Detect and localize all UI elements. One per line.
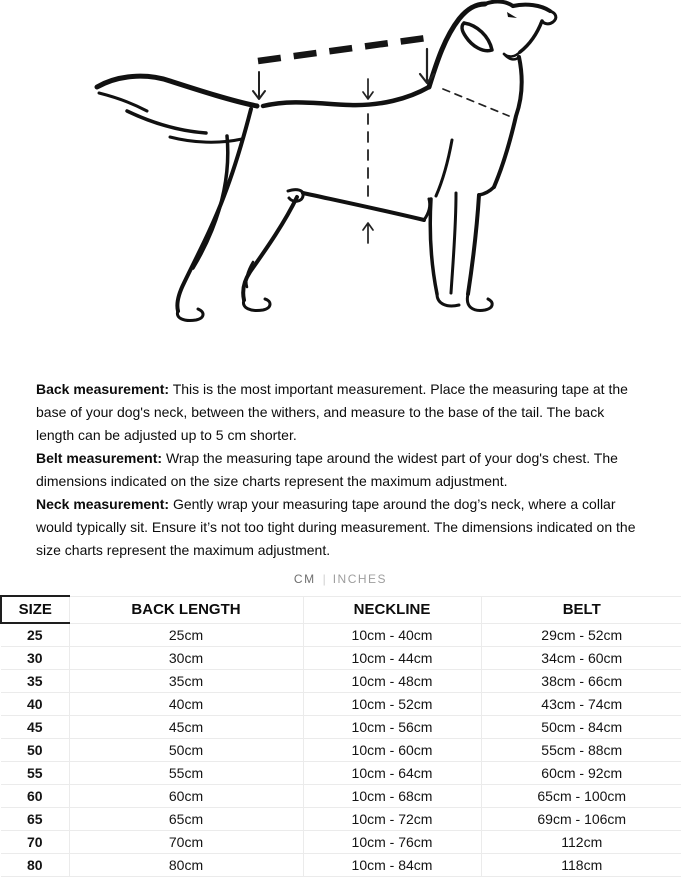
- table-row: [1, 831, 681, 854]
- table-row: [1, 854, 681, 877]
- size-cell: 50: [1, 739, 69, 762]
- belt-cell: 69cm - 106cm: [481, 808, 681, 831]
- back-length-cell: 80cm: [69, 854, 303, 877]
- back-length-cell: 25cm: [69, 623, 303, 647]
- back-length-cell: 30cm: [69, 647, 303, 670]
- neckline-cell: 10cm - 44cm: [303, 647, 481, 670]
- column-header-back-length: BACK LENGTH: [69, 596, 303, 623]
- size-cell: 65: [1, 808, 69, 831]
- neckline-cell: 10cm - 76cm: [303, 831, 481, 854]
- size-chart-table: [0, 595, 681, 877]
- size-cell: 30: [1, 647, 69, 670]
- size-cell: 35: [1, 670, 69, 693]
- size-cell: 25: [1, 623, 69, 647]
- neckline-cell: 10cm - 84cm: [303, 854, 481, 877]
- eye-mark: [507, 12, 517, 18]
- belt-cell: 34cm - 60cm: [481, 647, 681, 670]
- back-length-cell: 35cm: [69, 670, 303, 693]
- measurement-instructions: [0, 372, 681, 562]
- size-cell: 45: [1, 716, 69, 739]
- unit-toggle: [0, 572, 681, 586]
- belt-cell: 29cm - 52cm: [481, 623, 681, 647]
- belt-cell: 38cm - 66cm: [481, 670, 681, 693]
- unit-cm-button[interactable]: CM: [293, 572, 316, 586]
- neckline-cell: 10cm - 64cm: [303, 762, 481, 785]
- column-header-neckline: NECKLINE: [303, 596, 481, 623]
- neckline-cell: 10cm - 68cm: [303, 785, 481, 808]
- table-header-row: [1, 596, 681, 623]
- belt-cell: 55cm - 88cm: [481, 739, 681, 762]
- back-measurement-paragraph: [36, 378, 646, 447]
- table-row: [1, 647, 681, 670]
- table-row: [1, 739, 681, 762]
- neck-measurement-text: Gently wrap your measuring tape around the dog’s neck, where a collar would typically sit. Ensure it’s not too tight during measurement. The dimensions indicated on the size charts represent the maximum adjustment.: [36, 496, 636, 558]
- size-cell: 60: [1, 785, 69, 808]
- table-row: [1, 670, 681, 693]
- belt-cell: 118cm: [481, 854, 681, 877]
- neck-measurement-label: Neck measurement:: [36, 496, 170, 512]
- table-row: [1, 762, 681, 785]
- back-measurement-text: This is the most important measurement. Place the measuring tape at the base of your dog's neck, between the withers, and measure to the base of the tail. The back length can be adjusted up to 5 cm shorter.: [36, 381, 628, 443]
- back-length-cell: 50cm: [69, 739, 303, 762]
- neckline-cell: 10cm - 48cm: [303, 670, 481, 693]
- unit-divider: |: [322, 572, 326, 586]
- neckline-cell: 10cm - 60cm: [303, 739, 481, 762]
- belt-measurement-label: Belt measurement:: [36, 450, 163, 466]
- neckline-cell: 10cm - 40cm: [303, 623, 481, 647]
- neckline-cell: 10cm - 52cm: [303, 693, 481, 716]
- belt-measurement-paragraph: [36, 447, 646, 493]
- dog-line-art: [0, 0, 681, 372]
- back-measurement-label: Back measurement:: [36, 381, 170, 397]
- unit-inches-button[interactable]: INCHES: [332, 572, 388, 586]
- table-row: [1, 716, 681, 739]
- size-cell: 40: [1, 693, 69, 716]
- size-cell: 70: [1, 831, 69, 854]
- back-length-cell: 65cm: [69, 808, 303, 831]
- table-row: [1, 623, 681, 647]
- neck-measurement-paragraph: [36, 493, 646, 562]
- column-header-size: SIZE: [1, 596, 69, 623]
- table-row: [1, 808, 681, 831]
- belt-cell: 65cm - 100cm: [481, 785, 681, 808]
- neck-measurement-line: [443, 89, 509, 116]
- back-length-cell: 60cm: [69, 785, 303, 808]
- table-row: [1, 785, 681, 808]
- belt-cell: 50cm - 84cm: [481, 716, 681, 739]
- back-length-cell: 45cm: [69, 716, 303, 739]
- belt-measurement-text: Wrap the measuring tape around the widest part of your dog's chest. The dimensions indicated on the size charts represent the maximum adjustment.: [36, 450, 618, 489]
- back-measurement-dashes: [258, 38, 426, 61]
- neckline-cell: 10cm - 56cm: [303, 716, 481, 739]
- dog-measurement-illustration: [0, 0, 681, 372]
- column-header-belt: BELT: [481, 596, 681, 623]
- belt-cell: 112cm: [481, 831, 681, 854]
- back-length-cell: 70cm: [69, 831, 303, 854]
- back-length-cell: 40cm: [69, 693, 303, 716]
- belt-cell: 60cm - 92cm: [481, 762, 681, 785]
- size-cell: 80: [1, 854, 69, 877]
- belt-cell: 43cm - 74cm: [481, 693, 681, 716]
- dog-outline: [97, 2, 556, 321]
- neckline-cell: 10cm - 72cm: [303, 808, 481, 831]
- back-length-cell: 55cm: [69, 762, 303, 785]
- table-row: [1, 693, 681, 716]
- size-cell: 55: [1, 762, 69, 785]
